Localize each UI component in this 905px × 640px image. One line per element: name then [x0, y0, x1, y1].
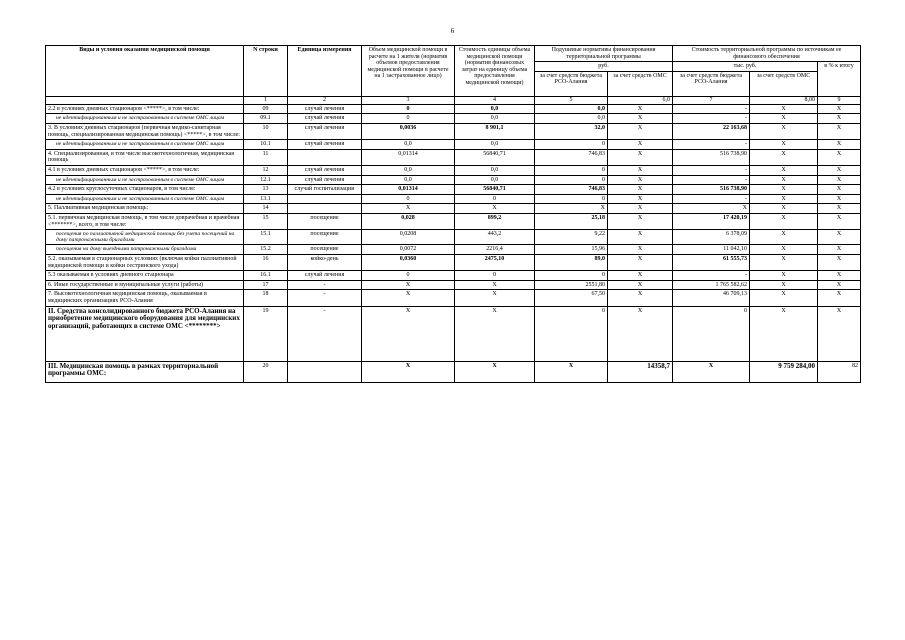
row-per-capita-budget: 746,83 — [535, 185, 608, 195]
row-percent: X — [818, 230, 861, 245]
row-cost: 0 — [455, 271, 535, 281]
row-number: 19 — [244, 306, 288, 361]
row-percent: X — [818, 185, 861, 195]
row-total-budget: X — [673, 204, 750, 214]
row-per-capita-budget: X — [535, 204, 608, 214]
row-volume: 0,01314 — [362, 149, 455, 165]
row-cost: 0,0 — [455, 104, 535, 114]
table-row — [46, 245, 861, 255]
section-2-row — [46, 306, 861, 361]
row-name: 2.2 в условиях дневных стационаров <*****>, в том числе: — [46, 104, 244, 114]
table-row — [46, 114, 861, 124]
row-total-oms: X — [750, 230, 818, 245]
row-per-capita-oms: X — [608, 306, 673, 361]
row-name: не идентифицированным и не застрахованным в системе ОМС лицам — [46, 140, 244, 150]
row-name: 7. Высокотехнологичная медицинская помощь, оказываемая в медицинских организациях РСО-Алания — [46, 290, 244, 306]
row-total-oms: X — [750, 175, 818, 185]
row-number: 16.1 — [244, 271, 288, 281]
row-per-capita-oms: X — [608, 280, 673, 290]
table-row — [46, 230, 861, 245]
row-per-capita-budget: 0 — [535, 175, 608, 185]
row-per-capita-budget: X — [535, 361, 608, 382]
row-per-capita-oms: X — [608, 194, 673, 204]
row-total-budget: 61 555,73 — [673, 254, 750, 270]
row-total-oms: X — [750, 280, 818, 290]
row-per-capita-budget: 25,18 — [535, 213, 608, 229]
row-name: не идентифицированным и не застрахованным в системе ОМС лицам — [46, 114, 244, 124]
row-name: 6. Иные государственные и муниципальные услуги (работы) — [46, 280, 244, 290]
header-name: Виды и условия оказания медицинской помощи — [46, 46, 244, 97]
row-number: 15.1 — [244, 230, 288, 245]
row-number: 18 — [244, 290, 288, 306]
row-cost: 0 — [455, 194, 535, 204]
colnum-9: 9 — [818, 96, 861, 104]
row-percent: X — [818, 194, 861, 204]
row-volume: 0,0 — [362, 165, 455, 175]
row-name: посещения по паллиативной медицинской помощи без учета посещений на дому патронажными бригадами — [46, 230, 244, 245]
row-number: 15.2 — [244, 245, 288, 255]
row-number: 12.1 — [244, 175, 288, 185]
section-3-row — [46, 361, 861, 382]
row-total-oms: X — [750, 104, 818, 114]
row-unit — [288, 361, 362, 382]
row-cost: 0,0 — [455, 175, 535, 185]
colnum-2: 2 — [288, 96, 362, 104]
row-total-budget: 17 420,19 — [673, 213, 750, 229]
row-percent: X — [818, 123, 861, 139]
row-total-budget: 1 765 582,62 — [673, 280, 750, 290]
colnum-3: 3 — [362, 96, 455, 104]
row-volume: 0,0 — [362, 140, 455, 150]
row-per-capita-oms: X — [608, 114, 673, 124]
row-unit: случай лечения — [288, 104, 362, 114]
colnum-8: 8,00 — [750, 96, 818, 104]
row-total-oms: X — [750, 194, 818, 204]
row-total-oms: X — [750, 165, 818, 175]
row-unit: случай лечения — [288, 114, 362, 124]
colnum-6: 6,0 — [608, 96, 673, 104]
header-row-number: N строки — [244, 46, 288, 97]
row-total-oms: X — [750, 213, 818, 229]
colnum-4: 4 — [455, 96, 535, 104]
row-cost: 56840,71 — [455, 149, 535, 165]
row-name: 5.1. первичная медицинская помощь, в том числе доврачебная и врачебная <*******>, всего, в том числе: — [46, 213, 244, 229]
table-row — [46, 194, 861, 204]
row-total-budget: 11 042,10 — [673, 245, 750, 255]
row-unit: случай лечения — [288, 271, 362, 281]
row-total-budget: - — [673, 114, 750, 124]
colnum-5: 5 — [535, 96, 608, 104]
row-total-oms: X — [750, 271, 818, 281]
territorial-program-table — [45, 45, 861, 383]
row-per-capita-oms: X — [608, 290, 673, 306]
row-unit: случай госпитализации — [288, 185, 362, 195]
row-number: 20 — [244, 361, 288, 382]
row-unit: случай лечения — [288, 123, 362, 139]
row-percent: X — [818, 290, 861, 306]
row-percent: X — [818, 254, 861, 270]
row-total-budget: - — [673, 104, 750, 114]
row-total-budget: 6 378,09 — [673, 230, 750, 245]
row-percent: X — [818, 104, 861, 114]
table-row — [46, 149, 861, 165]
column-numbers-row — [46, 96, 861, 104]
row-number: 09 — [244, 104, 288, 114]
row-percent: X — [818, 165, 861, 175]
row-total-oms: 9 759 284,00 — [750, 361, 818, 382]
row-total-oms: X — [750, 254, 818, 270]
header-unit: Единица измерения — [288, 46, 362, 97]
row-number: 13.1 — [244, 194, 288, 204]
row-total-budget: - — [673, 140, 750, 150]
row-volume: X — [362, 204, 455, 214]
header-thous-rub: тыс. руб. — [673, 62, 818, 72]
row-total-budget: X — [673, 361, 750, 382]
row-cost: 0,0 — [455, 114, 535, 124]
row-name: не идентифицированным и не застрахованным в системе ОМС лицам — [46, 175, 244, 185]
row-volume: 0 — [362, 104, 455, 114]
row-number: 17 — [244, 280, 288, 290]
row-total-budget: 516 738,90 — [673, 185, 750, 195]
row-number: 10 — [244, 123, 288, 139]
row-total-oms: X — [750, 245, 818, 255]
table-row — [46, 175, 861, 185]
table-row — [46, 254, 861, 270]
header-budget-source: за счет средств бюджета РСО-Алания — [535, 71, 608, 96]
row-per-capita-budget: 15,96 — [535, 245, 608, 255]
row-total-oms: X — [750, 185, 818, 195]
row-per-capita-oms: X — [608, 165, 673, 175]
row-volume: 0,0036 — [362, 123, 455, 139]
row-per-capita-oms: X — [608, 271, 673, 281]
row-name: III. Медицинская помощь в рамках территориальной программы ОМС: — [46, 361, 244, 382]
row-unit: - — [288, 306, 362, 361]
row-percent: X — [818, 213, 861, 229]
row-cost: 2475,10 — [455, 254, 535, 270]
row-per-capita-oms: X — [608, 140, 673, 150]
row-per-capita-oms: X — [608, 204, 673, 214]
row-volume: 0 — [362, 271, 455, 281]
row-per-capita-oms: X — [608, 254, 673, 270]
row-cost: 56840,71 — [455, 185, 535, 195]
row-per-capita-oms: X — [608, 230, 673, 245]
row-percent: X — [818, 149, 861, 165]
row-unit: посещение — [288, 245, 362, 255]
table-row — [46, 290, 861, 306]
row-per-capita-budget: 32,0 — [535, 123, 608, 139]
row-number: 12 — [244, 165, 288, 175]
row-total-oms: X — [750, 149, 818, 165]
table-row — [46, 185, 861, 195]
row-percent: X — [818, 280, 861, 290]
row-per-capita-oms: X — [608, 175, 673, 185]
row-total-budget: 0 — [673, 306, 750, 361]
row-volume: X — [362, 361, 455, 382]
row-total-budget: - — [673, 165, 750, 175]
row-volume: 0,0072 — [362, 245, 455, 255]
row-volume: 0,028 — [362, 213, 455, 229]
row-total-oms: X — [750, 204, 818, 214]
table-row — [46, 123, 861, 139]
row-number: 10.1 — [244, 140, 288, 150]
header-volume: Объем медицинской помощи в расчете на 1 жителя (норматив объемов предоставления медицинской помощи в расчете на 1 застрахованное лицо) — [362, 46, 455, 97]
row-cost: 0,0 — [455, 165, 535, 175]
row-per-capita-oms: X — [608, 213, 673, 229]
row-cost: X — [455, 306, 535, 361]
row-cost: 443,2 — [455, 230, 535, 245]
row-cost: 0,0 — [455, 140, 535, 150]
table-row — [46, 140, 861, 150]
row-name: 4.2 в условиях круглосуточных стационаров, в том числе: — [46, 185, 244, 195]
row-per-capita-oms: X — [608, 245, 673, 255]
row-percent: X — [818, 175, 861, 185]
row-unit: случай лечения — [288, 140, 362, 150]
row-total-oms: X — [750, 306, 818, 361]
table-row — [46, 165, 861, 175]
row-volume: X — [362, 290, 455, 306]
row-volume: 0,01314 — [362, 185, 455, 195]
row-per-capita-budget: 0 — [535, 306, 608, 361]
row-per-capita-budget: 0,0 — [535, 104, 608, 114]
header-rub: руб. — [535, 62, 673, 72]
row-volume: 0 — [362, 194, 455, 204]
row-unit: - — [288, 290, 362, 306]
row-total-oms: X — [750, 140, 818, 150]
row-name: 5.2. оказываемая в стационарных условиях (включая койки паллиативной медицинской помощи и койки сестринского ухода) — [46, 254, 244, 270]
header-per-capita: Подушевые нормативы финансирования территориальной программы — [535, 46, 673, 62]
table-row — [46, 104, 861, 114]
row-percent: X — [818, 306, 861, 361]
row-cost: X — [455, 204, 535, 214]
header-percent: в % к итогу — [818, 62, 861, 97]
row-total-budget: - — [673, 271, 750, 281]
table-row — [46, 271, 861, 281]
row-per-capita-oms: X — [608, 149, 673, 165]
colnum-7: 7 — [673, 96, 750, 104]
row-per-capita-budget: 0 — [535, 271, 608, 281]
header-cost: Стоимость единицы объема медицинской помощи (норматив финансовых затрат на единицу объема предоставления медицинской помощи) — [455, 46, 535, 97]
row-cost: X — [455, 290, 535, 306]
row-total-budget: - — [673, 175, 750, 185]
row-percent: X — [818, 140, 861, 150]
row-total-budget: 22 163,68 — [673, 123, 750, 139]
row-percent: X — [818, 204, 861, 214]
row-total-oms: X — [750, 123, 818, 139]
row-per-capita-budget: 89,0 — [535, 254, 608, 270]
header-oms-source-2: за счет средств ОМС — [750, 71, 818, 96]
row-unit: случай лечения — [288, 175, 362, 185]
colnum-0 — [46, 96, 244, 104]
row-volume: 0,0208 — [362, 230, 455, 245]
row-name: 5.3 оказываемая в условиях дневного стационара — [46, 271, 244, 281]
row-cost: 8 901,1 — [455, 123, 535, 139]
row-unit: - — [288, 280, 362, 290]
row-cost: X — [455, 361, 535, 382]
row-name: 5. Паллиативная медицинская помощь: — [46, 204, 244, 214]
row-cost: 2216,4 — [455, 245, 535, 255]
row-volume: 0,0360 — [362, 254, 455, 270]
row-volume: X — [362, 306, 455, 361]
row-cost: 899,2 — [455, 213, 535, 229]
row-per-capita-budget: 0 — [535, 140, 608, 150]
table-row — [46, 204, 861, 214]
row-per-capita-budget: 746,83 — [535, 149, 608, 165]
table-row — [46, 213, 861, 229]
row-percent: X — [818, 271, 861, 281]
row-percent: X — [818, 245, 861, 255]
row-number: 13 — [244, 185, 288, 195]
row-per-capita-budget: 2551,80 — [535, 280, 608, 290]
row-total-oms: X — [750, 290, 818, 306]
row-per-capita-oms: X — [608, 123, 673, 139]
row-number: 16 — [244, 254, 288, 270]
row-unit: случай лечения — [288, 165, 362, 175]
header-total: Стоимость территориальной программы по источникам ее финансового обеспечения — [673, 46, 861, 62]
row-per-capita-budget: 0 — [535, 165, 608, 175]
header-budget-source-2: за счет средств бюджета РСО-Алания — [673, 71, 750, 96]
row-total-budget: 516 738,90 — [673, 149, 750, 165]
row-per-capita-budget: 0 — [535, 194, 608, 204]
row-cost: X — [455, 280, 535, 290]
row-unit: койко-день — [288, 254, 362, 270]
row-unit — [288, 204, 362, 214]
row-name: 3. В условиях дневных стационаров (первичная медико-санитарная помощь, специализированная медицинская помощь) <*****>, в том числе: — [46, 123, 244, 139]
row-total-budget: 46 709,13 — [673, 290, 750, 306]
row-unit — [288, 149, 362, 165]
row-total-oms: X — [750, 114, 818, 124]
table-row — [46, 280, 861, 290]
row-name: 4.1 в условиях дневных стационаров <*****>, в том числе: — [46, 165, 244, 175]
row-unit: посещение — [288, 213, 362, 229]
page-number: 6 — [450, 27, 455, 35]
row-per-capita-budget: 67,50 — [535, 290, 608, 306]
row-per-capita-oms: X — [608, 104, 673, 114]
header-oms-source: за счет средств ОМС — [608, 71, 673, 96]
row-volume: 0 — [362, 114, 455, 124]
row-percent: 82 — [818, 361, 861, 382]
row-volume: 0,0 — [362, 175, 455, 185]
row-percent: X — [818, 114, 861, 124]
row-per-capita-budget: 0,0 — [535, 114, 608, 124]
row-unit: посещение — [288, 230, 362, 245]
row-number: 15 — [244, 213, 288, 229]
row-volume: X — [362, 280, 455, 290]
row-name: не идентифицированным и не застрахованным в системе ОМС лицам — [46, 194, 244, 204]
row-number: 11 — [244, 149, 288, 165]
row-per-capita-oms: 14358,7 — [608, 361, 673, 382]
row-per-capita-oms: X — [608, 185, 673, 195]
colnum-1: 1 — [244, 96, 288, 104]
row-unit — [288, 194, 362, 204]
row-number: 14 — [244, 204, 288, 214]
row-name: II. Средства консолидированного бюджета РСО-Алания на приобретение медицинского оборудования для медицинских организаций, работающих в системе ОМС <********> — [46, 306, 244, 361]
row-name: 4. Специализированная, в том числе высокотехнологичная, медицинская помощь — [46, 149, 244, 165]
row-total-budget: - — [673, 194, 750, 204]
row-per-capita-budget: 9,22 — [535, 230, 608, 245]
row-name: посещения на дому выездными патронажными бригадами — [46, 245, 244, 255]
row-number: 09.1 — [244, 114, 288, 124]
